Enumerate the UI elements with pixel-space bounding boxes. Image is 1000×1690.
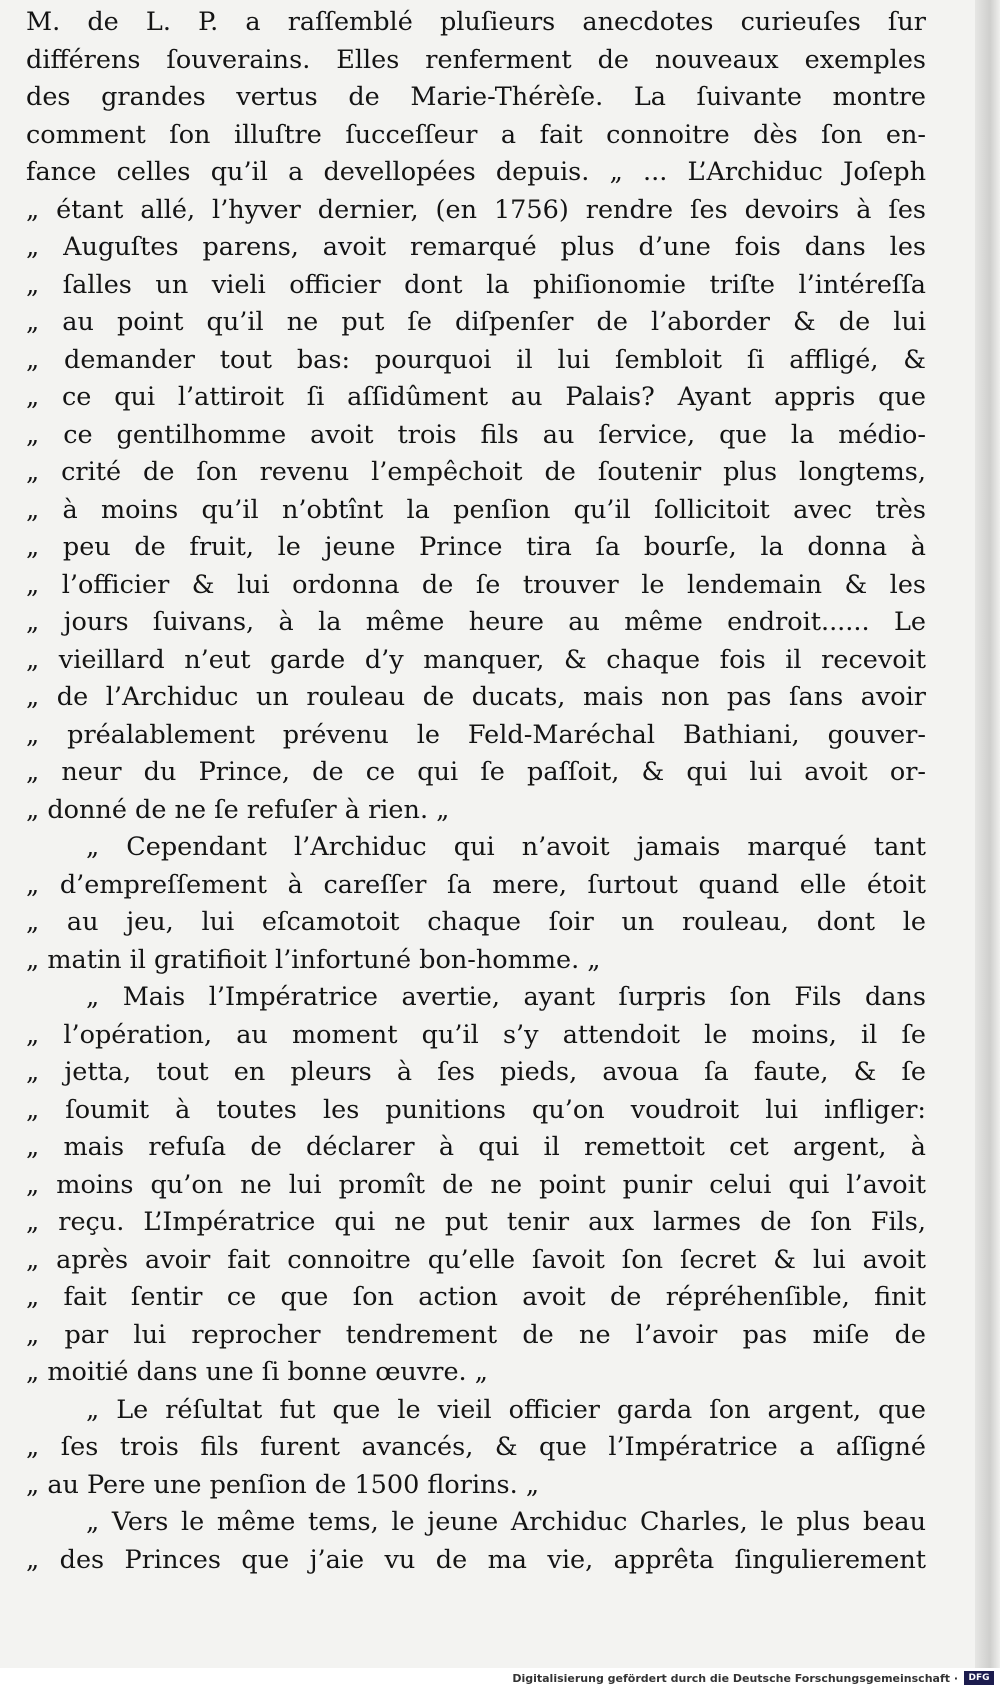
text-line-14: „ à moins qu’il n’obtînt la penſion qu’il ſollicitoit avec très (26, 494, 926, 525)
text-line-37: „ moitié dans une ſi bonne œuvre. „ (26, 1357, 488, 1387)
text-line-25: „ au jeu, lui eſcamotoit chaque ſoir un rouleau, dont le (26, 907, 926, 937)
text-line-32: „ moins qu’on ne lui promît de ne point punir celui qui l’avoit (26, 1169, 926, 1200)
text-line-23: „ Cependant l’Archiduc qui n’avoit jamais marqué tant (86, 832, 926, 862)
text-line-9: „ au point qu’il ne put ſe diſpenſer de l’aborder & de lui (26, 307, 926, 337)
text-line-34: „ après avoir fait connoitre qu’elle ſavoit ſon ſecret & lui avoit (26, 1244, 926, 1275)
text-line-28: „ l’opération, au moment qu’il s’y attendoit le moins, il ſe (26, 1019, 926, 1050)
text-line-8: „ ſalles un vieli officier dont la phiſionomie triſte l’intéreſſa (26, 269, 926, 300)
digitization-footer (0, 1668, 1000, 1690)
text-line-21: „ neur du Prince, de ce qui ſe paſſoit, & qui lui avoit or- (26, 757, 926, 787)
text-line-18: „ vieillard n’eut garde d’y manquer, & chaque fois il recevoit (26, 644, 926, 675)
text-line-26: „ matin il gratifioit l’infortuné bon-homme. „ (26, 944, 601, 975)
text-line-40: „ au Pere une penſion de 1500 florins. „ (26, 1469, 540, 1500)
text-line-24: „ d’empreſſement à careſſer ſa mere, ſurtout quand elle étoit (26, 869, 926, 900)
text-line-38: „ Le réſultat fut que le vieil officier garda ſon argent, que (86, 1394, 926, 1425)
text-line-35: „ fait ſentir ce que ſon action avoit de répréhenſible, finit (26, 1282, 926, 1312)
text-line-20: „ préalablement prévenu le Feld-Maréchal Bathiani, gouver- (26, 719, 926, 750)
text-line-42: „ des Princes que j’aie vu de ma vie, apprêta ſingulierement (26, 1544, 926, 1575)
scan-edge (975, 0, 1000, 1690)
text-line-3: des grandes vertus de Marie-Thérèſe. La ſuivante montre (26, 82, 926, 112)
text-line-15: „ peu de fruit, le jeune Prince tira ſa bourſe, la donna à (26, 532, 926, 562)
text-line-36: „ par lui reprocher tendrement de ne l’avoir pas miſe de (26, 1319, 926, 1350)
text-line-2: différens ſouverains. Elles renferment de nouveaux exemples (26, 44, 926, 75)
text-line-29: „ jetta, tout en pleurs à ſes pieds, avoua ſa faute, & ſe (26, 1057, 926, 1087)
text-line-41: „ Vers le même tems, le jeune Archiduc Charles, le plus beau (86, 1507, 926, 1537)
text-line-33: „ reçu. L’Impératrice qui ne put tenir aux larmes de ſon Fils, (26, 1207, 926, 1237)
text-line-19: „ de l’Archiduc un rouleau de ducats, mais non pas ſans avoir (26, 682, 926, 712)
text-line-27: „ Mais l’Impératrice avertie, ayant ſurpris ſon Fils dans (86, 982, 926, 1012)
body-text (26, 4, 926, 1579)
dfg-logo-icon: DFG (964, 1671, 994, 1685)
text-line-10: „ demander tout bas: pourquoi il lui ſembloit ſi affligé, & (26, 344, 926, 375)
text-line-39: „ ſes trois fils furent avancés, & que l’Impératrice a aſſigné (26, 1432, 926, 1462)
text-line-16: „ l’officier & lui ordonna de ſe trouver le lendemain & les (26, 569, 926, 600)
text-line-6: „ étant allé, l’hyver dernier, (en 1756) rendre ſes devoirs à ſes (26, 194, 926, 225)
text-line-31: „ mais refuſa de déclarer à qui il remettoit cet argent, à (26, 1132, 926, 1162)
text-line-30: „ ſoumit à toutes les punitions qu’on voudroit lui infliger: (26, 1094, 926, 1125)
text-line-4: comment ſon illuſtre ſucceſſeur a fait connoitre dès ſon en- (26, 119, 926, 150)
text-line-13: „ crité de ſon revenu l’empêchoit de ſoutenir plus longtems, (26, 457, 926, 487)
text-line-5: fance celles qu’il a devellopées depuis. „ ... L’Archiduc Joſeph (26, 157, 926, 187)
text-line-12: „ ce gentilhomme avoit trois fils au ſervice, que la médio- (26, 419, 926, 450)
text-line-7: „ Auguſtes parens, avoit remarqué plus d’une fois dans les (26, 232, 926, 262)
text-line-17: „ jours ſuivans, à la même heure au même endroit...... Le (26, 607, 926, 637)
text-line-22: „ donné de ne ſe refuſer à rien. „ (26, 794, 450, 825)
text-line-11: „ ce qui l’attiroit ſi aſſidûment au Palais? Ayant appris que (26, 382, 926, 412)
text-line-1: M. de L. P. a raſſemblé pluſieurs anecdotes curieuſes ſur (26, 7, 926, 37)
footer-credit: Digitalisierung gefördert durch die Deutsche Forschungsgemeinschaft · (512, 1672, 958, 1685)
